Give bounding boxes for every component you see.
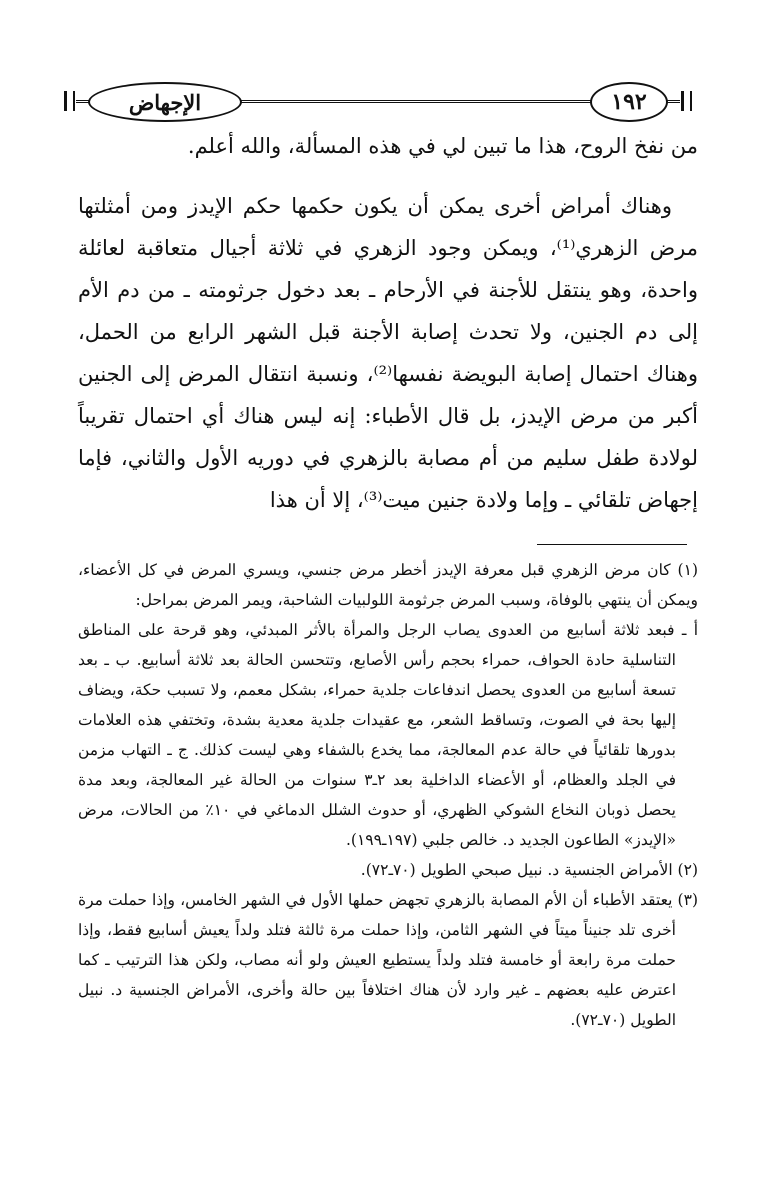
header-left-endcap — [64, 91, 75, 111]
paragraph-1: من نفخ الروح، هذا ما تبين لي في هذه المسألة، والله أعلم. — [187, 134, 698, 158]
header-title-frame — [88, 82, 242, 122]
footnote-3: (٣) يعتقد الأطباء أن الأم المصابة بالزهري تجهض حملها الأول في الشهر الخامس، وإذا حملت مرة أخرى تلد جنيناً ميتاً في الشهر الثامن، وإذا حملت مرة ثالثة فتلد ولداً يعيش أسابيع فقط، وإذا حملت مرة رابعة أو خامسة فتلد ولداً يستطيع العيش ولو أنه مصاب، ولكن هذا الترتيب ـ كما اعترض عليه بعضهم ـ غير وارد لأن هناك اختلافاً بين حالة وأخرى، الأمراض الجنسية د. نبيل الطويل (٧٠ـ٧٢). — [78, 891, 698, 1029]
page-number-frame — [590, 82, 668, 122]
footnotes — [78, 555, 698, 1035]
paragraph-2: وهناك أمراض أخرى يمكن أن يكون حكمها حكم الإيدز ومن أمثلتها مرض الزهري⁽¹⁾، ويمكن وجود الزهري في ثلاثة أجيال متعاقبة لعائلة واحدة، وهو ينتقل للأجنة في الأرحام ـ بعد دخول جرثومته ـ من دم الأم إلى دم الجنين، ولا تحدث إصابة الأجنة قبل الشهر الرابع من الحمل، وهناك احتمال إصابة البويضة نفسها⁽²⁾، ونسبة انتقال المرض إلى الجنين أكبر من مرض الإيدز، بل قال الأطباء: إنه ليس هناك أي احتمال تقريباً لولادة طفل سليم من أم مصابة بالزهري في دوريه الأول والثاني، فإما إجهاض تلقائي ـ وإما ولادة جنين ميت⁽³⁾، إلا أن هذا — [78, 194, 698, 512]
main-text — [78, 125, 698, 521]
footnote-separator — [537, 544, 687, 545]
running-header — [58, 80, 698, 124]
header-right-endcap — [681, 91, 692, 111]
page-number: ١٩٢ — [611, 89, 647, 115]
footnote-2: (٢) الأمراض الجنسية د. نبيل صبحي الطويل (٧٠ـ٧٢). — [360, 861, 698, 879]
chapter-title: الإجهاض — [128, 89, 202, 115]
footnote-1: (١) كان مرض الزهري قبل معرفة الإيدز أخطر مرض جنسي، ويسري المرض في كل الأعضاء، ويمكن أن ينتهي بالوفاة، وسبب المرض جرثومة اللولبيات الشاحبة، ويمر المرض بمراحل: — [78, 561, 698, 609]
footnote-1-stages: أ ـ فبعد ثلاثة أسابيع من العدوى يصاب الرجل والمرأة بالأثر المبدئي، وهو قرحة على المناطق التناسلية حادة الحواف، حمراء بحجم رأس الأصابع، وتتحسن الحالة بعد ثلاثة أسابيع. ب ـ بعد تسعة أسابيع من العدوى يحصل اندفاعات جلدية حمراء، بشكل معمم، ولا تسبب حكة، ويضاف إليها بحة في الصوت، وتساقط الشعر، مع عقيدات جلدية معدية بشدة، وتختفي هذه العلامات بدورها تلقائياً في حالة عدم المعالجة، مما يخدع بالشفاء وهي ليست كذلك. ج ـ التهاب مزمن في الجلد والعظام، أو الأعضاء الداخلية بعد ٢ـ٣ سنوات من الحالة غير المعالجة، وبعد مدة يحصل ذوبان النخاع الشوكي الظهري، أو حدوث الشلل الدماغي في ١٠٪ من الحالات، مرض «الإيدز» الطاعون الجديد د. خالص جلبي (١٩٧ـ١٩٩). — [78, 621, 698, 849]
